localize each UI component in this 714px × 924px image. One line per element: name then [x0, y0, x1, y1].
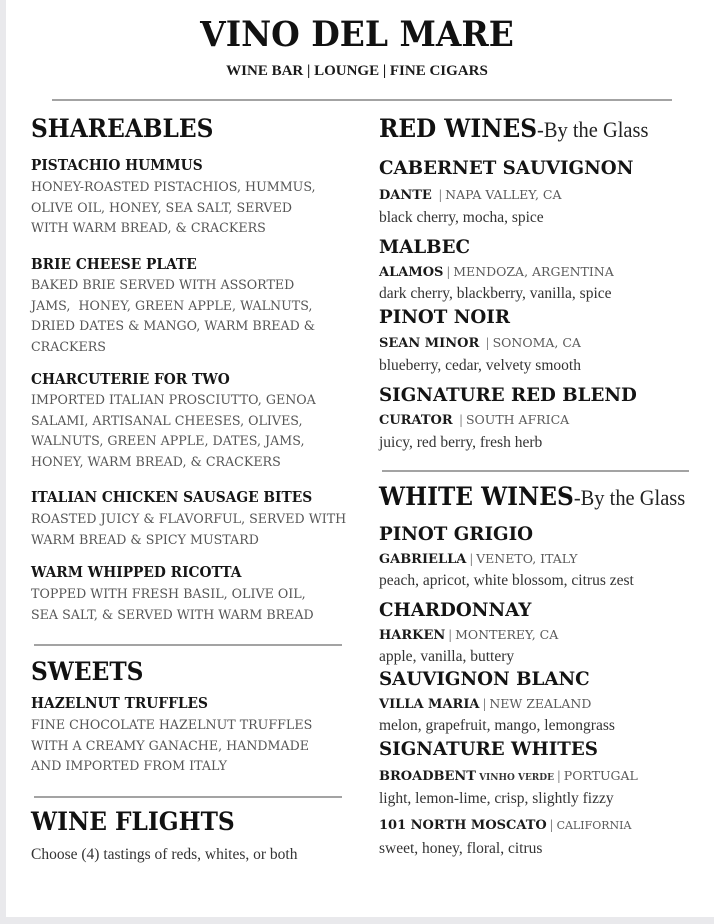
wine-producer-line [379, 696, 591, 713]
item-desc-charcuterie [31, 391, 316, 473]
producer-name: GABRIELLA [379, 552, 467, 567]
wine-producer-line [379, 627, 558, 644]
separator: | [479, 336, 493, 351]
wine-producer-line [379, 818, 631, 834]
separator: | [546, 818, 557, 833]
red-wines-heading [379, 114, 648, 143]
item-desc-pistachio-hummus [31, 178, 316, 240]
producer-name: DANTE [379, 188, 432, 203]
producer-name: CURATOR [379, 413, 453, 428]
white-wines-title: WHITE WINES [379, 482, 574, 511]
desc-line: DRIED DATES & MANGO, WARM BREAD & [31, 319, 316, 334]
producer-name: 101 NORTH MOSCATO [379, 818, 547, 833]
desc-line: CRACKERS [31, 339, 106, 355]
item-name-whipped-ricotta: WARM WHIPPED RICOTTA [31, 564, 242, 581]
white-wines-heading [379, 482, 685, 511]
wine-type-red-blend: SIGNATURE RED BLEND [379, 384, 637, 406]
desc-line: WITH A CREAMY GANACHE, HANDMADE [31, 738, 310, 754]
header-divider [52, 99, 672, 101]
wine-producer-line [379, 187, 561, 204]
item-desc-sausage-bites [31, 510, 346, 551]
producer-name: ALAMOS [379, 265, 444, 280]
wine-region: MENDOZA, ARGENTINA [453, 264, 614, 279]
desc-line: FINE CHOCOLATE HAZELNUT TRUFFLES [31, 718, 313, 733]
item-name-pistachio-hummus: PISTACHIO HUMMUS [31, 157, 203, 174]
producer-name: VILLA MARIA [379, 697, 480, 712]
restaurant-title: VINO DEL MARE [200, 14, 514, 55]
desc-line: AND IMPORTED FROM ITALY [31, 759, 227, 774]
separator: | [431, 188, 446, 203]
wine-type-pinot-noir: PINOT NOIR [379, 306, 510, 328]
wine-type-pinot-grigio: PINOT GRIGIO [379, 523, 534, 545]
wine-type-chardonnay: CHARDONNAY [379, 599, 532, 621]
producer-name: HARKEN [379, 628, 446, 643]
producer-name: BROADBENT [379, 769, 476, 784]
red-wines-title: RED WINES [379, 114, 538, 143]
wine-producer-line [379, 412, 569, 429]
tasting-notes: light, lemon-lime, crisp, slightly fizzy [379, 790, 614, 807]
tasting-notes: blueberry, cedar, velvety smooth [379, 357, 581, 374]
separator: | [479, 697, 490, 712]
separator: | [553, 769, 564, 784]
by-the-glass-label: -By the Glass [537, 117, 649, 142]
item-desc-whipped-ricotta [31, 585, 314, 626]
shareables-divider [34, 644, 342, 646]
tasting-notes: black cherry, mocha, spice [379, 209, 544, 226]
sweets-heading: SWEETS [31, 657, 144, 686]
restaurant-tagline: WINE BAR | LOUNGE | FINE CIGARS [226, 63, 488, 79]
item-name-charcuterie: CHARCUTERIE FOR TWO [31, 371, 230, 388]
desc-line: SALAMI, ARTISANAL CHEESES, OLIVES, [31, 413, 303, 429]
wine-region: VENETO, ITALY [476, 551, 578, 566]
wine-flights-description: Choose (4) tastings of reds, whites, or both [31, 846, 298, 863]
wine-region: NAPA VALLEY, CA [445, 187, 562, 202]
wine-region: MONTEREY, CA [455, 627, 559, 642]
wine-region: PORTUGAL [563, 768, 638, 783]
wine-flights-heading: WINE FLIGHTS [31, 807, 235, 836]
separator: | [466, 552, 477, 567]
tasting-notes: melon, grapefruit, mango, lemongrass [379, 717, 615, 734]
wine-region: CALIFORNIA [556, 819, 632, 832]
sweets-divider [34, 796, 342, 798]
wine-region: SOUTH AFRICA [465, 412, 570, 427]
desc-line: TOPPED WITH FRESH BASIL, OLIVE OIL, [31, 587, 306, 602]
desc-line: JAMS, HONEY, GREEN APPLE, WALNUTS, [31, 298, 313, 314]
shareables-heading: SHAREABLES [31, 114, 214, 143]
item-desc-brie-cheese-plate [31, 276, 315, 358]
wine-producer-line [379, 551, 578, 568]
wine-region: SONOMA, CA [492, 335, 581, 350]
desc-line: HONEY-ROASTED PISTACHIOS, HUMMUS, [31, 180, 316, 195]
desc-line: SEA SALT, & SERVED WITH WARM BREAD [31, 607, 314, 623]
wine-type-sauvignon-blanc: SAUVIGNON BLANC [379, 668, 590, 690]
tasting-notes: peach, apricot, white blossom, citrus zest [379, 572, 634, 589]
reds-divider [382, 470, 689, 472]
wine-type-malbec: MALBEC [379, 236, 471, 258]
producer-subtitle: VINHO VERDE [475, 773, 554, 783]
tasting-notes: sweet, honey, floral, citrus [379, 840, 543, 857]
tasting-notes: juicy, red berry, fresh herb [379, 434, 543, 451]
wine-producer-line [379, 264, 614, 281]
tasting-notes: dark cherry, blackberry, vanilla, spice [379, 285, 612, 302]
desc-line: BAKED BRIE SERVED WITH ASSORTED [31, 278, 295, 293]
desc-line: OLIVE OIL, HONEY, SEA SALT, SERVED [31, 200, 292, 216]
desc-line: HONEY, WARM BREAD, & CRACKERS [31, 454, 281, 470]
desc-line: WITH WARM BREAD, & CRACKERS [31, 221, 266, 236]
desc-line: IMPORTED ITALIAN PROSCIUTTO, GENOA [31, 393, 316, 408]
desc-line: ROASTED JUICY & FLAVORFUL, SERVED WITH [31, 512, 347, 527]
by-the-glass-label: -By the Glass [573, 485, 686, 510]
separator: | [443, 265, 454, 280]
wine-producer-line [379, 335, 581, 352]
wine-producer-line [379, 768, 638, 785]
wine-type-cabernet: CABERNET SAUVIGNON [379, 157, 634, 179]
tasting-notes: apple, vanilla, buttery [379, 648, 515, 665]
wine-region: NEW ZEALAND [489, 696, 592, 711]
item-name-sausage-bites: ITALIAN CHICKEN SAUSAGE BITES [31, 489, 313, 506]
wine-type-signature-whites: SIGNATURE WHITES [379, 738, 598, 760]
desc-line: WALNUTS, GREEN APPLE, DATES, JAMS, [31, 434, 305, 449]
separator: | [452, 413, 466, 428]
separator: | [445, 628, 456, 643]
producer-name: SEAN MINOR [379, 336, 480, 351]
item-name-brie-cheese-plate: BRIE CHEESE PLATE [31, 256, 197, 273]
item-name-hazelnut-truffles: HAZELNUT TRUFFLES [31, 695, 208, 712]
desc-line: WARM BREAD & SPICY MUSTARD [31, 532, 259, 548]
item-desc-hazelnut-truffles [31, 716, 312, 778]
